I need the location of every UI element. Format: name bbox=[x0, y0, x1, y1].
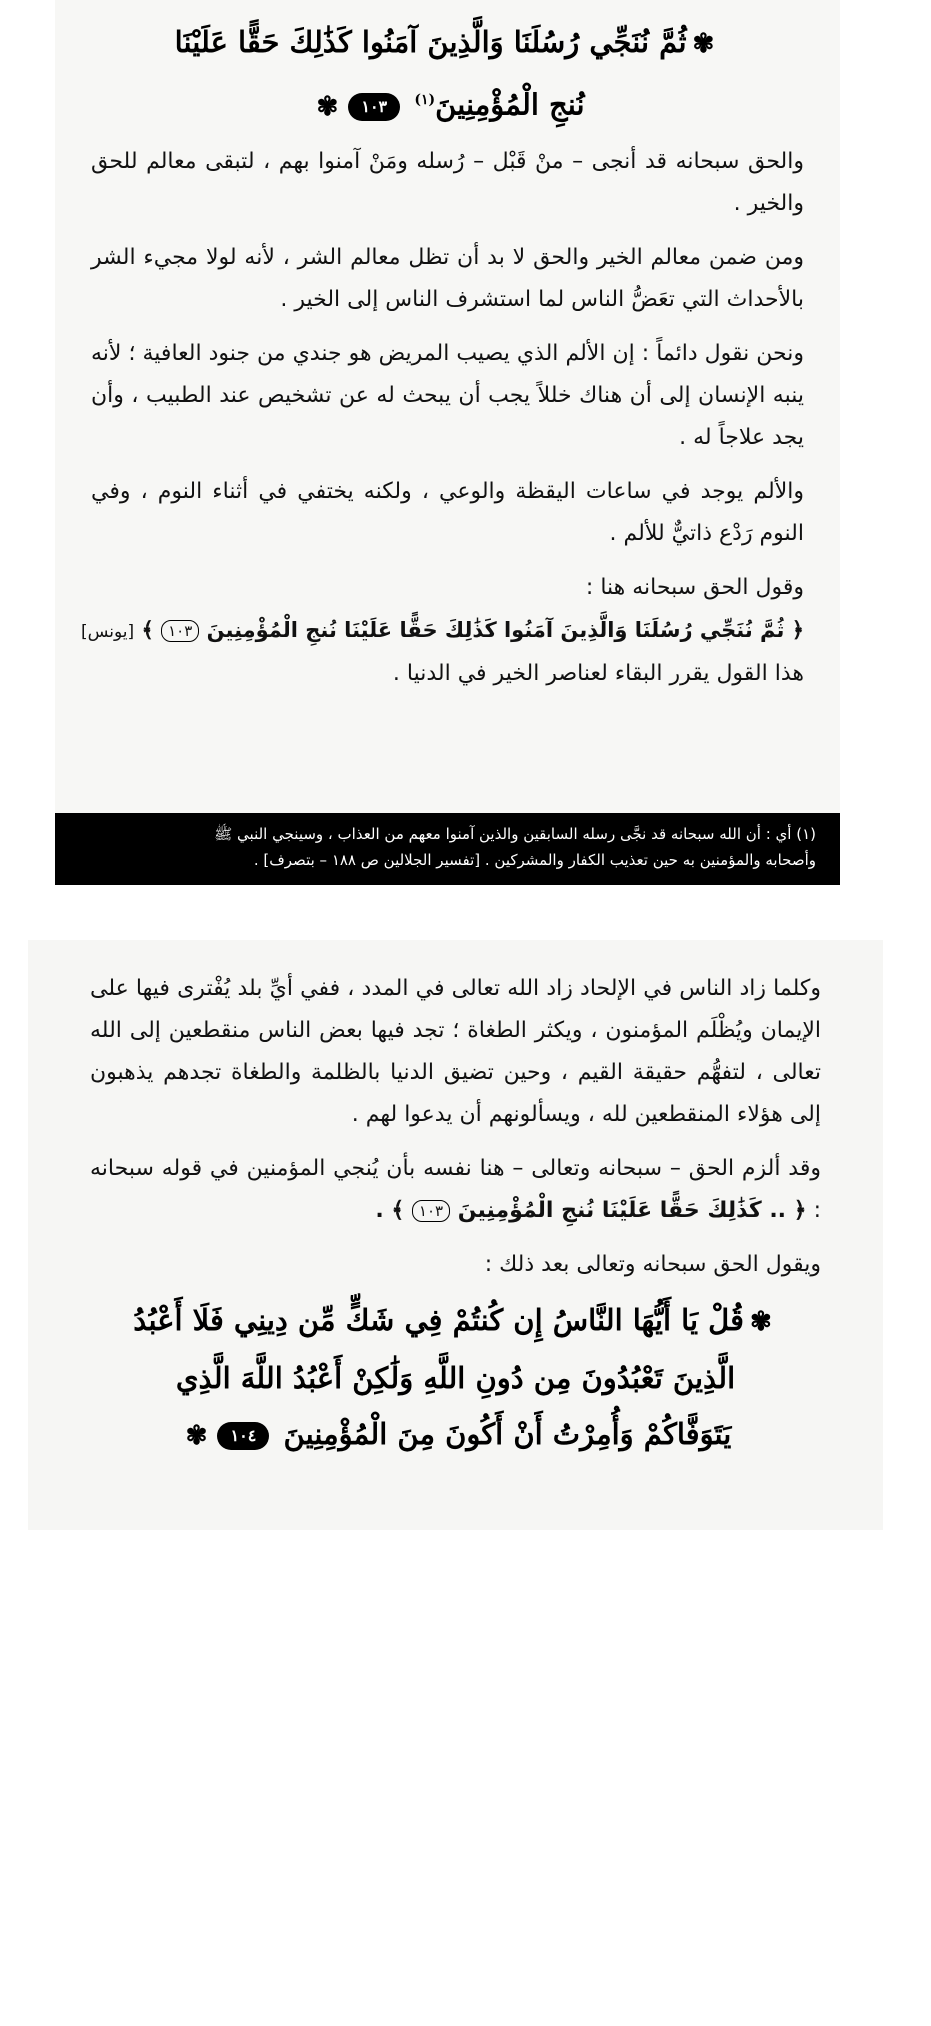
main-verse bbox=[90, 1292, 821, 1464]
bottom-page bbox=[28, 940, 883, 1530]
quoted-verse-text: ثُمَّ نُنَجِّي رُسُلَنَا وَالَّذِينَ آمَنُوا كَذَٰلِكَ حَقًّا عَلَيْنَا نُنجِ الْمُؤْمِنِينَ bbox=[206, 617, 785, 642]
verse-open-bracket: ﴿ bbox=[791, 617, 804, 642]
footnote-line-1: (١) أي : أن الله سبحانه قد نجَّى رسله السابقين والذين آمنوا معهم من العذاب ، وسينجي النبي ﷺ bbox=[214, 825, 816, 843]
ayah-number-badge: ١٠٣ bbox=[348, 93, 400, 121]
ornament-end-icon: ✾ bbox=[316, 91, 339, 122]
inline-verse-text: كَذَٰلِكَ حَقًّا عَلَيْنَا نُنجِ الْمُؤْمِنِينَ bbox=[457, 1198, 762, 1223]
paragraph-2: ومن ضمن معالم الخير والحق لا بد أن تظل معالم الشر ، لأنه لولا مجيء الشر بالأحداث التي تعَضُّ الناس لما استشرف الناس إلى الخير . bbox=[91, 244, 804, 312]
main-verse-text-1: قُلْ يَا أَيُّهَا النَّاسُ إِن كُنتُمْ فِي شَكٍّ مِّن دِينِي فَلَا أَعْبُدُ bbox=[133, 1303, 744, 1337]
header-verse bbox=[91, 14, 804, 135]
footnote-marker: (١) bbox=[414, 92, 436, 108]
header-verse-text-1: ثُمَّ نُنَجِّي رُسُلَنَا وَالَّذِينَ آمَنُوا كَذَٰلِكَ حَقًّا عَلَيْنَا bbox=[174, 25, 687, 59]
main-ayah-number-badge: ١٠٤ bbox=[217, 1422, 269, 1450]
quoted-verse bbox=[80, 609, 804, 653]
main-verse-line-3 bbox=[90, 1406, 821, 1464]
header-verse-line-1 bbox=[91, 14, 804, 72]
ornament-start-icon: ✾ bbox=[749, 1307, 772, 1337]
inline-verse-close: ﴾ . bbox=[375, 1198, 405, 1223]
paragraph-1: والحق سبحانه قد أنجى – منْ قَبْل – رُسله ومَنْ آمنوا بهم ، لتبقى معالم للحق والخير . bbox=[91, 148, 804, 216]
footnote-box bbox=[55, 813, 840, 885]
header-verse-text-2: نُنجِ الْمُؤْمِنِينَ bbox=[435, 87, 585, 122]
bottom-paragraph-2-text: وقد ألزم الحق – سبحانه وتعالى – هنا نفسه بأن يُنجي المؤمنين في قوله سبحانه : bbox=[90, 1156, 821, 1223]
bottom-paragraph-1: وكلما زاد الناس في الإلحاد زاد الله تعالى في المدد ، ففي أيِّ بلد يُفْترى فيها على الإيمان ويُظْلَم المؤمنون ، ويكثر الطغاة ؛ تجد فيها بعض الناس منقطعين إلى الله تعالى ، لتفهُّم حقيقة القيم ، وحين تضيق الدنيا بالظلمة والطغاة تجدهم يذهبون إلى هؤلاء المنقطعين لله ، ويسألونهم أن يدعوا لهم . bbox=[90, 976, 821, 1127]
bottom-paragraph-2 bbox=[90, 1148, 821, 1232]
paragraph-4: والألم يوجد في ساعات اليقظة والوعي ، ولكنه يختفي في أثناء النوم ، وفي النوم رَدْع ذاتيٌّ للألم . bbox=[91, 478, 804, 546]
header-verse-line-2 bbox=[91, 72, 804, 135]
paragraph-5: وقول الحق سبحانه هنا : bbox=[585, 574, 804, 600]
footnote-line-2: وأصحابه والمؤمنين به حين تعذيب الكفار والمشركين . [تفسير الجلالين ص ١٨٨ – بتصرف] . bbox=[253, 851, 816, 869]
ornament-end-icon: ✾ bbox=[185, 1421, 208, 1451]
top-page bbox=[55, 0, 840, 885]
paragraph-3: ونحن نقول دائماً : إن الألم الذي يصيب المريض هو جندي من جنود العافية ؛ لأنه ينبه الإنسان إلى أن هناك خللاً يجب أن يبحث له عن تشخيص عند الطبيب ، وأن يجد علاجاً له . bbox=[91, 340, 804, 450]
intro-line: ويقول الحق سبحانه وتعالى بعد ذلك : bbox=[484, 1252, 821, 1277]
surah-source: [يونس] bbox=[80, 621, 135, 642]
main-verse-text-3: يَتَوَفَّاكُمْ وَأُمِرْتُ أَنْ أَكُونَ مِنَ الْمُؤْمِنِينَ bbox=[283, 1417, 732, 1451]
quoted-ayah-number: ١٠٣ bbox=[161, 620, 199, 642]
main-verse-line-1 bbox=[90, 1292, 821, 1350]
inline-ayah-number: ١٠٣ bbox=[412, 1200, 450, 1222]
verse-close-bracket: ﴾ bbox=[141, 617, 154, 642]
ornament-start-icon: ✾ bbox=[692, 29, 715, 59]
main-verse-line-2: الَّذِينَ تَعْبُدُونَ مِن دُونِ اللَّهِ وَلَٰكِنْ أَعْبُدُ اللَّهَ الَّذِي bbox=[175, 1361, 736, 1395]
closing-paragraph: هذا القول يقرر البقاء لعناصر الخير في الدنيا . bbox=[392, 660, 804, 686]
inline-verse-open: ﴿ .. bbox=[769, 1198, 807, 1223]
